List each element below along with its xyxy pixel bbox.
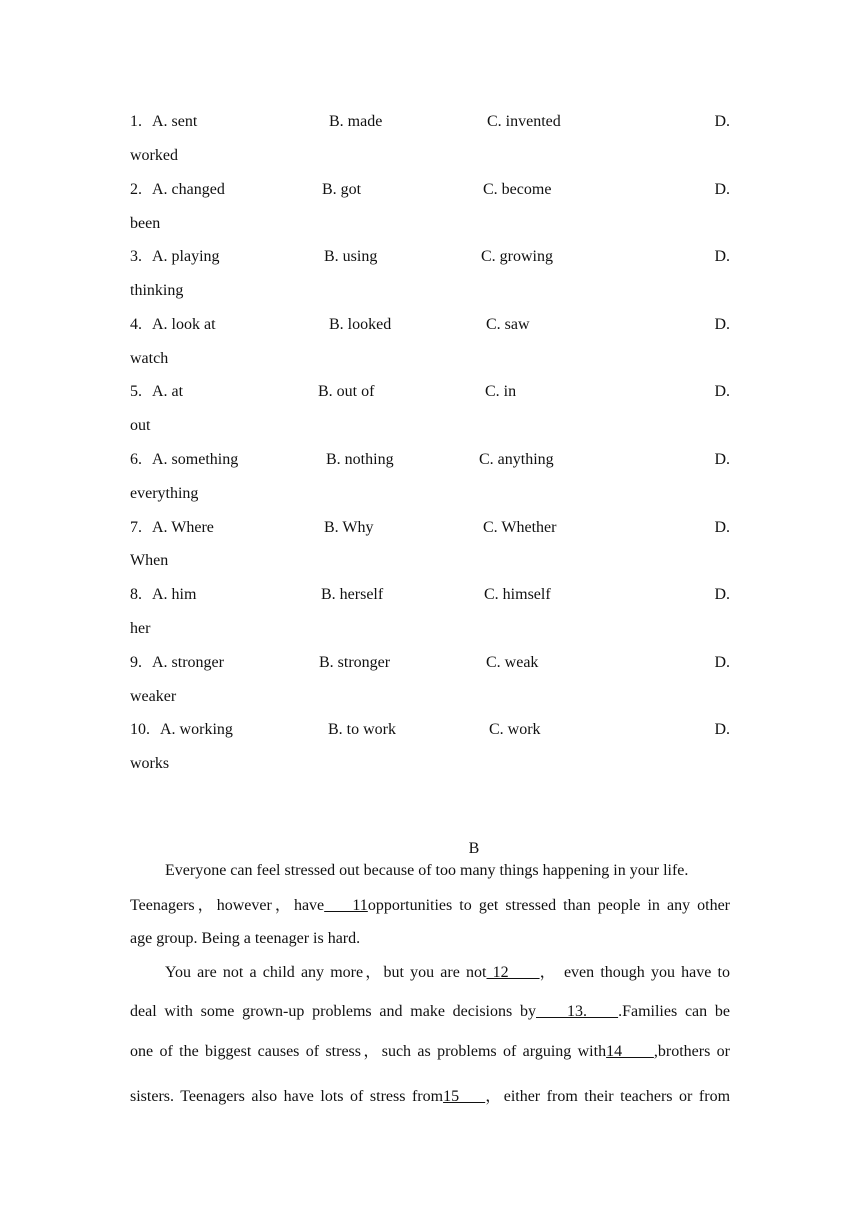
option-d-text: her xyxy=(130,620,151,637)
option-d-label: D. xyxy=(714,586,730,603)
option-b: B. herself xyxy=(321,586,384,603)
option-d-text: weaker xyxy=(130,688,177,705)
passage-line xyxy=(165,962,730,984)
passage-text: one of the biggest causes of stress，such as problems of arguing with xyxy=(130,1043,607,1060)
option-b: B. got xyxy=(322,181,362,198)
option-c: C. saw xyxy=(486,316,530,333)
option-a: A. working xyxy=(160,721,233,738)
question-row xyxy=(130,111,730,133)
option-a: A. look at xyxy=(152,316,216,333)
question-row xyxy=(130,449,730,471)
option-d-label: D. xyxy=(714,181,730,198)
option-d-label: D. xyxy=(714,519,730,536)
passage-line xyxy=(130,1086,730,1108)
option-d-label: D. xyxy=(714,383,730,400)
option-d-label: D. xyxy=(714,248,730,265)
question-number: 7. xyxy=(130,519,142,536)
option-a: A. sent xyxy=(152,113,198,130)
passage-text: .Families can be xyxy=(618,1003,731,1020)
question-row xyxy=(130,246,730,268)
option-d-label: D. xyxy=(714,113,730,130)
question-row xyxy=(130,179,730,201)
passage-line: age group. Being a teenager is hard. xyxy=(130,930,361,947)
passage-text: ,brothers or xyxy=(653,1043,730,1060)
option-d-label: D. xyxy=(714,654,730,671)
question-row xyxy=(130,381,730,403)
option-d-text: watch xyxy=(130,350,169,367)
option-d-label: D. xyxy=(714,451,730,468)
option-b: B. looked xyxy=(329,316,392,333)
option-d-text: everything xyxy=(130,485,199,502)
option-a: A. him xyxy=(152,586,197,603)
option-b: B. to work xyxy=(328,721,396,738)
question-number: 9. xyxy=(130,654,142,671)
section-title: B xyxy=(468,840,480,857)
passage-text: You are not a child any more，but you are not xyxy=(165,964,487,981)
question-number: 5. xyxy=(130,383,142,400)
option-d-text: out xyxy=(130,417,151,434)
option-b: B. stronger xyxy=(319,654,391,671)
question-number: 8. xyxy=(130,586,142,603)
option-c: C. himself xyxy=(484,586,551,603)
option-b: B. using xyxy=(324,248,378,265)
passage-line: Everyone can feel stressed out because of too many things happening in your life. xyxy=(165,862,689,879)
option-d-text: been xyxy=(130,215,161,232)
passage-line xyxy=(130,895,730,917)
passage-line xyxy=(130,1041,730,1063)
question-number: 4. xyxy=(130,316,142,333)
question-number: 6. xyxy=(130,451,142,468)
option-d-text: works xyxy=(130,755,170,772)
option-c: C. work xyxy=(489,721,541,738)
blank-11: 11 xyxy=(324,897,368,914)
option-c: C. anything xyxy=(479,451,554,468)
question-row xyxy=(130,314,730,336)
passage-text: opportunities to get stressed than people in any other xyxy=(367,897,730,914)
passage-text: deal with some grown-up problems and make decisions by xyxy=(130,1003,536,1020)
passage-text: Teenagers，however，have xyxy=(130,897,325,914)
question-row xyxy=(130,584,730,606)
question-number: 1. xyxy=(130,113,142,130)
option-a: A. something xyxy=(152,451,239,468)
passage-text: ， even though you have to xyxy=(539,964,730,981)
question-row xyxy=(130,517,730,539)
option-a: A. Where xyxy=(152,519,214,536)
option-d-label: D. xyxy=(714,721,730,738)
option-b: B. out of xyxy=(318,383,375,400)
option-a: A. changed xyxy=(152,181,225,198)
question-number: 3. xyxy=(130,248,142,265)
option-c: C. weak xyxy=(486,654,539,671)
option-d-text: When xyxy=(130,552,169,569)
option-c: C. become xyxy=(483,181,552,198)
blank-12: 12 xyxy=(486,964,540,981)
passage-text: ，either from their teachers or from xyxy=(485,1088,731,1105)
option-d-label: D. xyxy=(714,316,730,333)
question-number: 10. xyxy=(130,721,150,738)
option-d-text: worked xyxy=(130,147,178,164)
blank-14: 14 xyxy=(606,1043,654,1060)
question-number: 2. xyxy=(130,181,142,198)
option-a: A. playing xyxy=(152,248,220,265)
question-row xyxy=(130,652,730,674)
passage-line xyxy=(130,1001,730,1023)
blank-15: 15 xyxy=(443,1088,486,1105)
option-c: C. invented xyxy=(487,113,561,130)
option-d-text: thinking xyxy=(130,282,184,299)
question-row xyxy=(130,719,730,741)
option-c: C. in xyxy=(485,383,517,400)
passage-text: sisters. Teenagers also have lots of stress from xyxy=(130,1088,444,1105)
option-b: B. Why xyxy=(324,519,374,536)
blank-13: 13. xyxy=(536,1003,619,1020)
option-a: A. at xyxy=(152,383,184,400)
option-c: C. growing xyxy=(481,248,553,265)
option-a: A. stronger xyxy=(152,654,224,671)
option-b: B. made xyxy=(329,113,383,130)
option-b: B. nothing xyxy=(326,451,394,468)
option-c: C. Whether xyxy=(483,519,557,536)
